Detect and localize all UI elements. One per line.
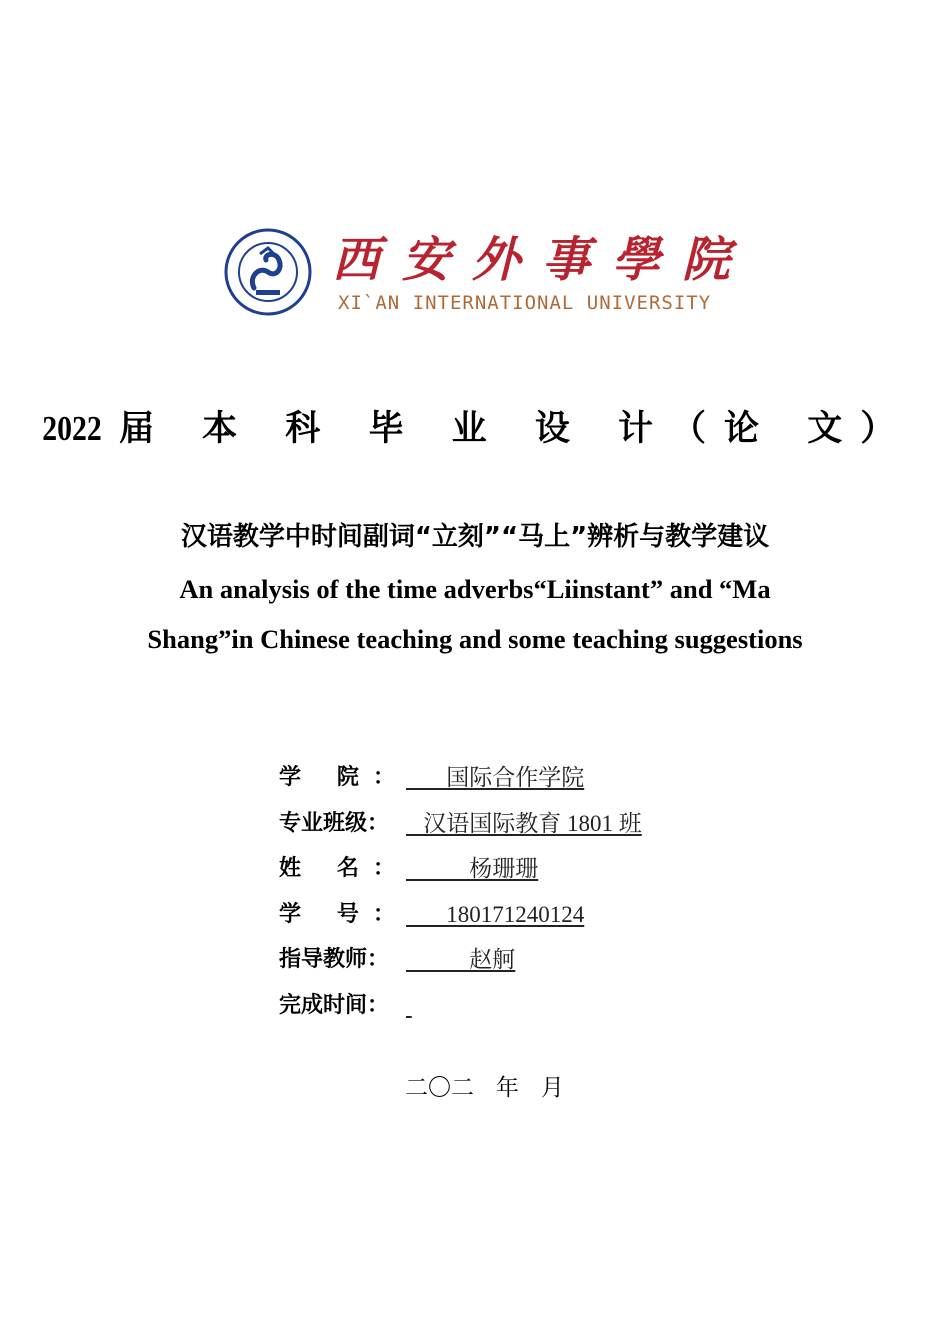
document-title — [0, 404, 950, 454]
thesis-title-english-line1: An analysis of the time adverbs“Liinstant” and “Ma — [179, 574, 771, 604]
thesis-title-english-line2: Shang”in Chinese teaching and some teaching suggestions — [147, 624, 803, 654]
info-value: 汉语国际教育 1801 班 — [406, 810, 642, 836]
university-name-english: XI`AN INTERNATIONAL UNIVERSITY — [338, 292, 712, 314]
info-value: 180171240124 — [406, 901, 585, 927]
info-label: 完成时间： — [279, 992, 390, 1018]
university-name-chinese: 西安外事學院 — [332, 232, 753, 288]
university-seal-icon — [224, 228, 312, 316]
info-label: 专业班级： — [279, 810, 390, 836]
info-value: 国际合作学院 — [406, 765, 585, 790]
title-text: 届 本 科 毕 业 设 计（论 文） — [118, 408, 914, 449]
info-label: 姓 名： — [279, 856, 395, 881]
info-value — [406, 984, 412, 1028]
university-logo — [224, 226, 753, 322]
title-year: 2022 — [42, 409, 102, 448]
thesis-title-english — [110, 564, 840, 664]
info-value: 赵舸 — [406, 947, 516, 972]
info-value: 杨珊珊 — [406, 856, 539, 881]
info-label: 学 院： — [279, 765, 395, 790]
thesis-title-chinese: 汉语教学中时间副词“立刻”“马上”辨析与教学建议 — [180, 522, 770, 552]
date-line: 二〇二 年 月 — [405, 1075, 564, 1101]
info-label: 学 号： — [279, 901, 395, 927]
info-label: 指导教师： — [279, 947, 390, 972]
